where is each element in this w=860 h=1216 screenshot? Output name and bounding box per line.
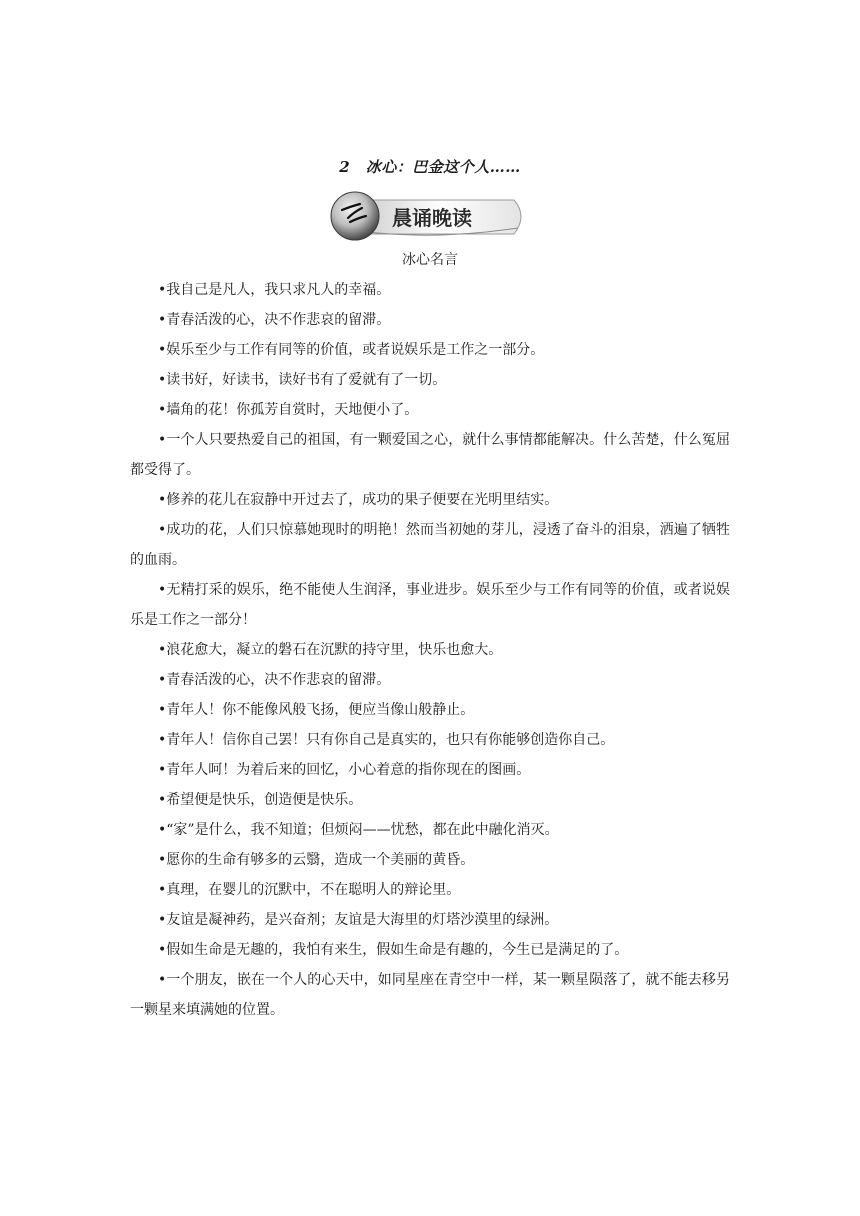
banner-text: 晨诵晚读 [392, 206, 472, 230]
quote-item: •青年人呵！为着后来的回忆，小心着意的指你现在的图画。 [158, 762, 531, 778]
quote-item: •青春活泼的心，决不作悲哀的留滞。 [158, 672, 391, 688]
quote-item: •青年人！信你自己罢！只有你自己是真实的，也只有你能够创造你自己。 [158, 732, 615, 748]
quote-item: •真理，在婴儿的沉默中，不在聪明人的辩论里。 [158, 882, 461, 898]
quote-item: •娱乐至少与工作有同等的价值，或者说娱乐是工作之一部分。 [158, 342, 545, 358]
quote-item: •浪花愈大，凝立的磐石在沉默的持守里，快乐也愈大。 [158, 642, 503, 658]
ball-emblem-icon [331, 192, 379, 240]
chapter-title: 2 冰心：巴金这个人…… [339, 158, 521, 176]
quote-list [130, 275, 730, 1025]
quote-item: •墙角的花！你孤芳自赏时，天地便小了。 [158, 402, 419, 418]
quote-item: •一个人只要热爱自己的祖国，有一颗爱国之心，就什么事情都能解决。什么苦楚，什么冤屈都受得了。 [130, 432, 730, 478]
quote-item: •一个朋友，嵌在一个人的心天中，如同星座在青空中一样，某一颗星陨落了，就不能去移另一颗星来填满她的位置。 [130, 972, 730, 1018]
reading-banner [328, 188, 528, 244]
quote-item: •愿你的生命有够多的云翳，造成一个美丽的黄昏。 [158, 852, 475, 868]
quote-item: •友谊是凝神药，是兴奋剂；友谊是大海里的灯塔沙漠里的绿洲。 [158, 912, 559, 928]
quote-item: •青春活泼的心，决不作悲哀的留滞。 [158, 312, 391, 328]
quote-item: •读书好，好读书，读好书有了爱就有了一切。 [158, 372, 447, 388]
quote-item: •青年人！你不能像风般飞扬，便应当像山般静止。 [158, 702, 475, 718]
quote-item: •成功的花，人们只惊慕她现时的明艳！然而当初她的芽儿，浸透了奋斗的泪泉，洒遍了牺牲的血雨。 [130, 522, 730, 568]
banner-graphic [328, 188, 528, 244]
quote-item: •希望便是快乐，创造便是快乐。 [158, 792, 363, 808]
quote-item: •修养的花儿在寂静中开过去了，成功的果子便要在光明里结实。 [158, 492, 559, 508]
quote-item: •无精打采的娱乐，绝不能使人生润泽，事业进步。娱乐至少与工作有同等的价值，或者说娱乐是工作之一部分！ [130, 582, 730, 628]
section-title: 冰心名言 [402, 252, 458, 268]
quote-item: •假如生命是无趣的，我怕有来生，假如生命是有趣的，今生已是满足的了。 [158, 942, 629, 958]
quote-item: •“家”是什么，我不知道；但烦闷——忧愁，都在此中融化消灭。 [158, 822, 559, 838]
quote-item: •我自己是凡人，我只求凡人的幸福。 [158, 282, 391, 298]
